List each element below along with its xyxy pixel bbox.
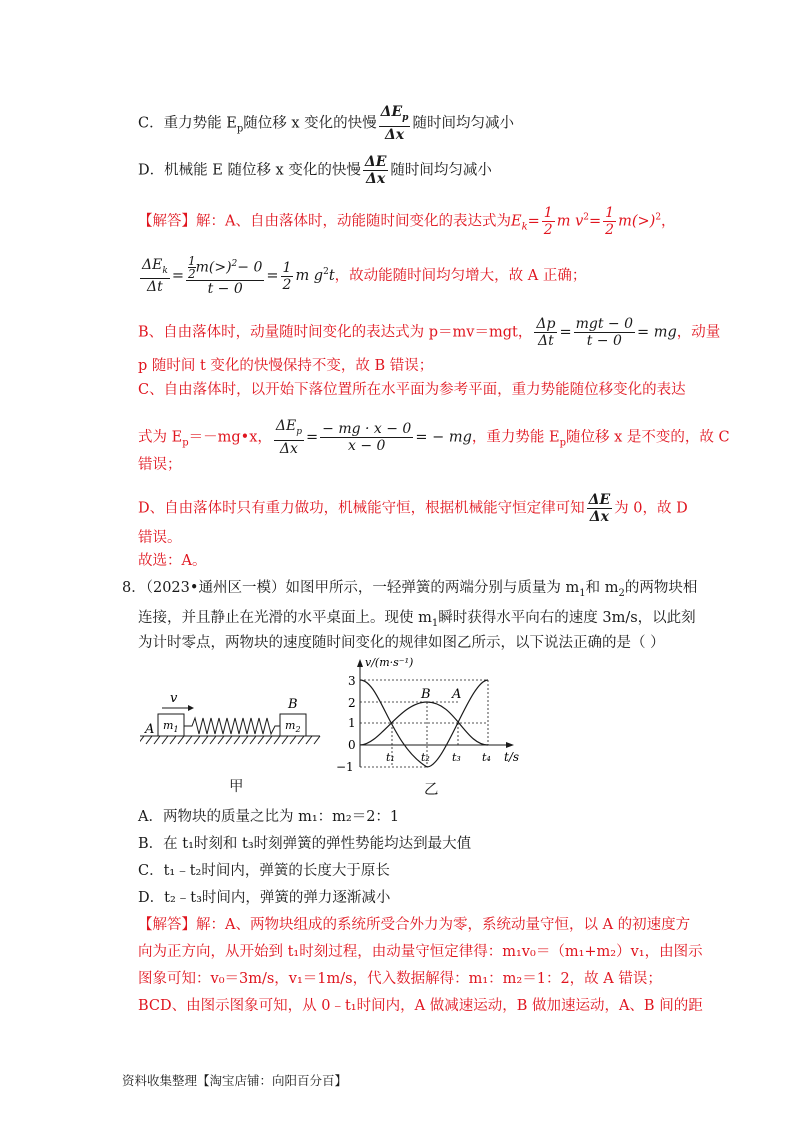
tick-minus1: −1 [336, 760, 354, 774]
answer7-choice: 故选：A。 [138, 553, 207, 569]
answer7-line4: p 随时间 t 变化的快慢保持不变，故 B 错误； [138, 358, 434, 374]
q8-answer-line3: 图象可知：v₀＝3m/s，v₁＝1m/s，代入数据解得：m₁：m₂＝1：2，故 A 错误； [138, 971, 662, 987]
t3-label: t₃ [452, 751, 461, 764]
curve-b-label: B [421, 687, 431, 702]
q8-answer-line2: 向为正方向，从开始到 t₁时刻过程，由动量守恒定律得：m₁v₀＝（m₁+m₂）v₁，由图示 [138, 944, 703, 960]
q8-option-c: C．t₁﹣t₂时间内，弹簧的长度大于原长 [138, 863, 390, 879]
t2-label: t₂ [421, 751, 430, 764]
block-a-label: A [145, 722, 155, 737]
q8-answer-line1: 【解答】解：A、两物块组成的系统所受合外力为零，系统动量守恒，以 A 的初速度方 [138, 917, 691, 933]
answer7-line6: 式为 $E_p=-mg•x$， $\frac{\Delta E_p}{\Delta x}$ = $\frac{- mg \cdot x - 0}{x - 0}$ = − mg，重力势能 $E_p$随位移 x 是不变的，故 C [138, 418, 730, 457]
tick-0: 0 [348, 738, 356, 752]
answer7-line8: D、自由落体时只有重力做功，机械能守恒，根据机械能守恒定律可知 $\frac{\Delta E}{\Delta x}$ 为 0，故 D [138, 492, 688, 525]
figure-jia-caption: 甲 [229, 779, 244, 795]
x-axis-label: t/s [504, 750, 520, 764]
option-d-prev: D．机械能 E 随位移 x 变化的快慢 $\frac{\Delta E}{\Delta x}$ 随时间均匀减小 [138, 154, 492, 187]
q8-option-d: D．t₂﹣t₃时间内，弹簧的弹力逐渐减小 [138, 890, 391, 906]
velocity-label: v [170, 691, 178, 706]
answer7-line3: B、自由落体时，动量随时间变化的表达式为 p＝mv＝mgt， $\frac{\Delta p}{\Delta t}$ = $\frac{\text{mgt − 0}}{t - 0}$ = mg，动量 [138, 316, 721, 349]
answer7-line9: 错误。 [138, 530, 182, 546]
answer7-line2: $\frac{\Delta E_k}{\Delta t}$ = $\frac{1}{2}$ m(>)$^2$− 0 t − 0 = $\frac{1}{2}$ m $g^2t$，故动能随时间均匀增大，故 A 正确； [142, 254, 587, 297]
figure-yi [330, 655, 520, 775]
q8-line2: 连接，并且静止在光滑的水平桌面上。现使 $m_1$瞬时获得水平向右的速度 3m/s，以此刻 [138, 610, 696, 629]
q8-option-b: B．在 t₁时刻和 t₃时刻弹簧的弹性势能均达到最大值 [138, 836, 472, 852]
curve-b [360, 702, 488, 745]
option-c-prev: C．重力势能 $E_p$随位移 x 变化的快慢 $\frac{\Delta E_p}{\Delta x}$ 随时间均匀减小 [138, 104, 514, 143]
answer7-line1: 【解答】解：A、自由落体时，动能随时间变化的表达式为$E_k=$ $\frac{1}{2}$ m $v^2=$ $\frac{1}{2}$ m(>)$^2$， [138, 205, 676, 238]
y-axis-label: v/(m·s⁻¹) [365, 656, 414, 669]
q8-line3: 为计时零点，两物块的速度随时间变化的规律如图乙所示，以下说法正确的是（ ） [138, 635, 665, 651]
q8-line1: 8．（2023•通州区一模）如图甲所示，一轻弹簧的两端分别与质量为 $m_1$和 $m_2$的两物块相 [122, 580, 698, 599]
figure-jia [140, 688, 340, 758]
t4-label: t₄ [482, 751, 491, 764]
tick-3: 3 [348, 674, 356, 688]
answer7-line7: 错误； [138, 457, 182, 473]
svg-text:m2: $m_2$ [285, 719, 301, 734]
answer7-line5: C、自由落体时，以开始下落位置所在水平面为参考平面，重力势能随位移变化的表达 [138, 382, 686, 398]
t1-label: t₁ [386, 751, 395, 764]
curve-a-label: A [452, 687, 462, 702]
svg-text:m1: $m_1$ [163, 719, 179, 734]
tick-2: 2 [348, 696, 356, 710]
page-footer: 资料收集整理【淘宝店铺：向阳百分百】 [122, 1073, 348, 1088]
block-b-label: B [288, 697, 298, 712]
tick-1: 1 [348, 716, 356, 730]
q8-option-a: A．两物块的质量之比为 m₁：m₂＝2：1 [138, 809, 400, 825]
q8-answer-line4: BCD、由图示图象可知，从 0﹣t₁时间内，A 做减速运动，B 做加速运动，A、B 间的距 [138, 998, 703, 1014]
spring [184, 718, 280, 734]
figure-yi-caption: 乙 [424, 782, 439, 798]
